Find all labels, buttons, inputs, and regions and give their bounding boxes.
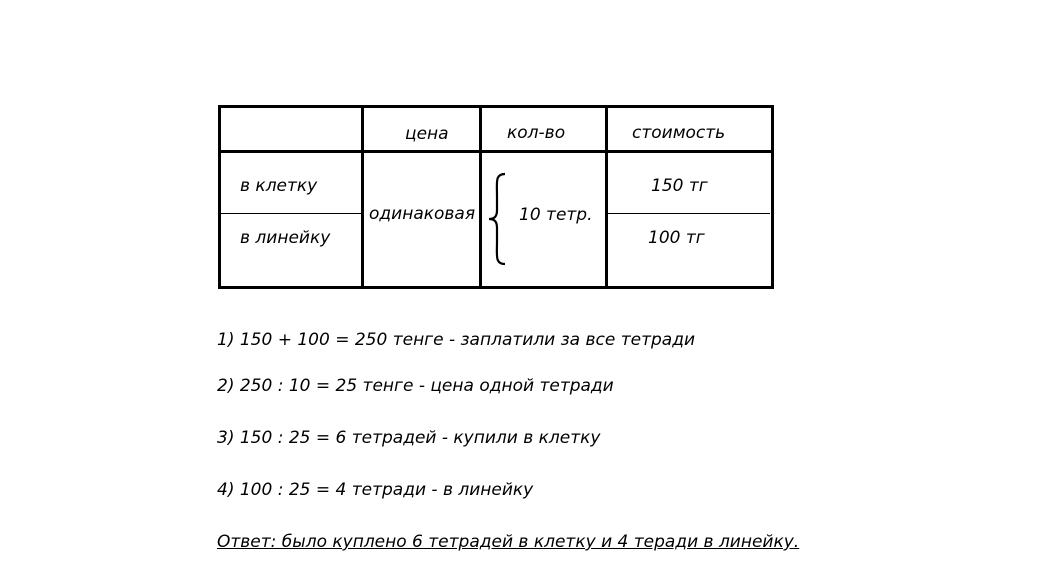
cost-grid: 150 тг <box>651 176 708 196</box>
table-column-divider <box>361 105 364 286</box>
table-column-divider <box>605 105 608 286</box>
curly-brace-icon <box>487 172 511 266</box>
shared-price-value: одинаковая <box>369 204 476 224</box>
answer-text: Ответ: было куплено 6 тетрадей в клетку и 4 теради в линейку. <box>217 532 800 552</box>
header-quantity: кол-во <box>507 123 566 143</box>
header-cost: стоимость <box>632 123 726 143</box>
cost-lined: 100 тг <box>648 228 705 248</box>
solution-step-1: 1) 150 + 100 = 250 тенге - заплатили за все тетради <box>217 330 696 350</box>
table-row-divider <box>218 213 362 214</box>
table-row-divider <box>606 213 770 214</box>
solution-step-3: 3) 150 : 25 = 6 тетрадей - купили в клетку <box>217 428 601 448</box>
shared-quantity-value: 10 тетр. <box>519 205 593 225</box>
solution-step-2: 2) 250 : 10 = 25 тенге - цена одной тетради <box>217 376 614 396</box>
header-price: цена <box>405 124 449 144</box>
table-header-divider <box>218 150 771 153</box>
row-label-lined: в линейку <box>240 228 331 248</box>
table-column-divider <box>479 105 482 286</box>
row-label-grid: в клетку <box>240 176 318 196</box>
solution-step-4: 4) 100 : 25 = 4 тетради - в линейку <box>217 480 534 500</box>
